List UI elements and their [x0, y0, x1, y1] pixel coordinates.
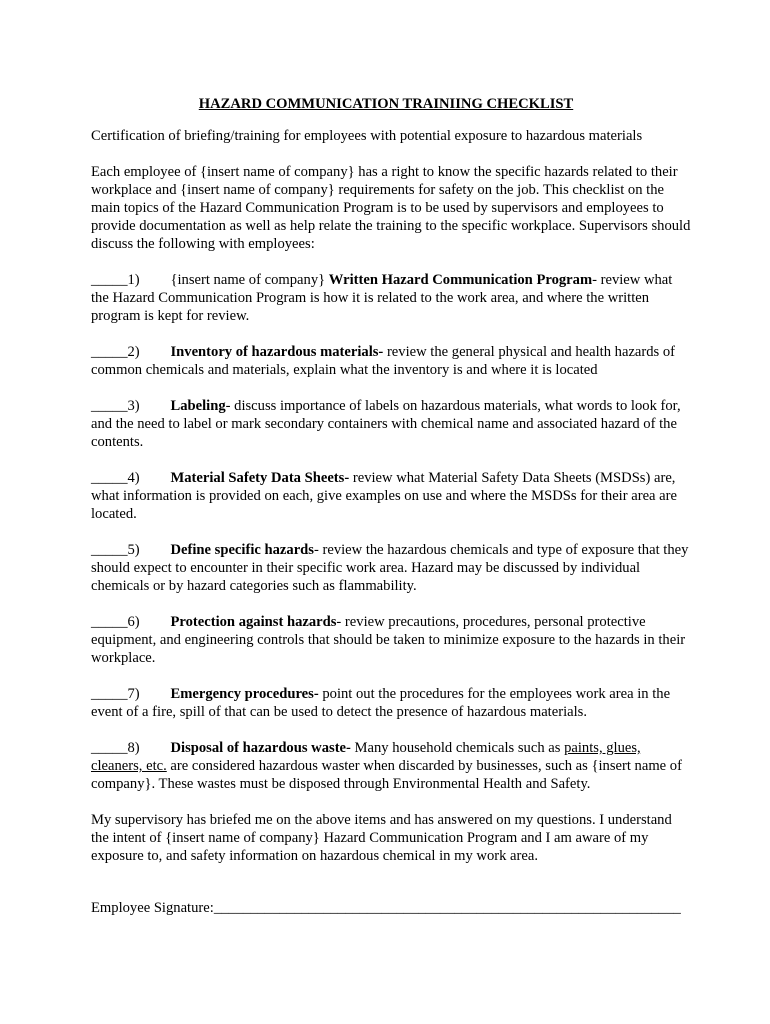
item-number: 3): [127, 398, 140, 414]
document-page: [91, 95, 691, 917]
item-number: 8): [127, 740, 140, 756]
checklist-blank[interactable]: _____: [91, 272, 128, 288]
item-term: Emergency procedures-: [170, 686, 319, 702]
certification-line: Certification of briefing/training for employees with potential exposure to hazardous materials: [91, 128, 643, 144]
item-text: point out the procedures for the employees work area in the event of a fire, spill of that can be used to detect the presence of hazardous materials.: [91, 686, 671, 720]
item-term: Disposal of hazardous waste-: [170, 740, 351, 756]
acknowledgement-paragraph: My supervisory has briefed me on the above items and has answered on my questions. I understand the intent of {insert name of company} Hazard Communication Program and I am aware of my exposure to, and safety information on hazardous chemical in my work area.: [91, 812, 672, 864]
item-text: - review precautions, procedures, personal protective equipment, and engineering controls that should be taken to minimize exposure to the hazards in their workplace.: [91, 614, 686, 666]
checklist-item-8: [91, 739, 691, 793]
intro-paragraph: Each employee of {insert name of company} has a right to know the specific hazards related to their workplace and {insert name of company} requirements for safety on the job. This checklist on the main topics of the Hazard Communication Program is to be used by supervisors and employees to provide documentation as well as help relate the training to the specific workplace. Supervisors should discuss the following with employees:: [91, 164, 691, 252]
item-text: review the general physical and health hazards of common chemicals and materials, explain what the inventory is and where it is located: [91, 344, 676, 378]
checklist-blank[interactable]: _____: [91, 542, 128, 558]
checklist-item-6: [91, 613, 691, 667]
item-term: Inventory of hazardous materials-: [170, 344, 384, 360]
item-text: review what Material Safety Data Sheets (MSDSs) are, what information is provided on each, give examples on use and where the MSDSs for their area are located.: [91, 470, 678, 522]
item-number: 5): [127, 542, 140, 558]
checklist-item-2: [91, 343, 691, 379]
item-number: 2): [127, 344, 140, 360]
checklist-item-5: [91, 541, 691, 595]
checklist-item-3: [91, 397, 691, 451]
checklist-blank[interactable]: _____: [91, 614, 128, 630]
checklist-item-1: [91, 271, 691, 325]
document-title: HAZARD COMMUNICATION TRAINIING CHECKLIST: [198, 96, 574, 112]
item-underlined-examples: paints, glues, cleaners, etc.: [91, 740, 641, 774]
item-number: 1): [127, 272, 140, 288]
item-number: 7): [127, 686, 140, 702]
item-prefix: {insert name of company}: [170, 272, 329, 288]
item-term: Labeling: [170, 398, 226, 414]
checklist-item-4: [91, 469, 691, 523]
checklist-blank[interactable]: _____: [91, 398, 128, 414]
checklist-item-7: [91, 685, 691, 721]
checklist-blank[interactable]: _____: [91, 344, 128, 360]
item-term: Material Safety Data Sheets-: [170, 470, 350, 486]
item-text: - review the hazardous chemicals and type of exposure that they should expect to encounter in their specific work area. Hazard may be discussed by individual chemicals or by hazard categories such as flammability.: [91, 542, 689, 594]
signature-field[interactable]: ________________________________________________________________: [213, 900, 681, 916]
item-number: 4): [127, 470, 140, 486]
checklist-blank[interactable]: _____: [91, 686, 128, 702]
signature-row: [91, 899, 691, 917]
item-text: - review what the Hazard Communication Program is how it is related to the work area, and where the written program is kept for review.: [91, 272, 673, 324]
item-term: Written Hazard Communication Program: [328, 272, 593, 288]
checklist-blank[interactable]: _____: [91, 470, 128, 486]
item-number: 6): [127, 614, 140, 630]
item-text-after: are considered hazardous waster when discarded by businesses, such as {insert name of company}. These wastes must be disposed through Environmental Health and Safety.: [91, 758, 682, 792]
signature-label: Employee Signature:: [91, 900, 214, 916]
item-text: - discuss importance of labels on hazardous materials, what words to look for, and the need to label or mark secondary containers with chemical name and associated hazard of the contents.: [91, 398, 681, 450]
item-text-before: Many household chemicals such as: [350, 740, 565, 756]
checklist-blank[interactable]: _____: [91, 740, 128, 756]
item-term: Protection against hazards: [170, 614, 337, 630]
item-term: Define specific hazards: [170, 542, 314, 558]
